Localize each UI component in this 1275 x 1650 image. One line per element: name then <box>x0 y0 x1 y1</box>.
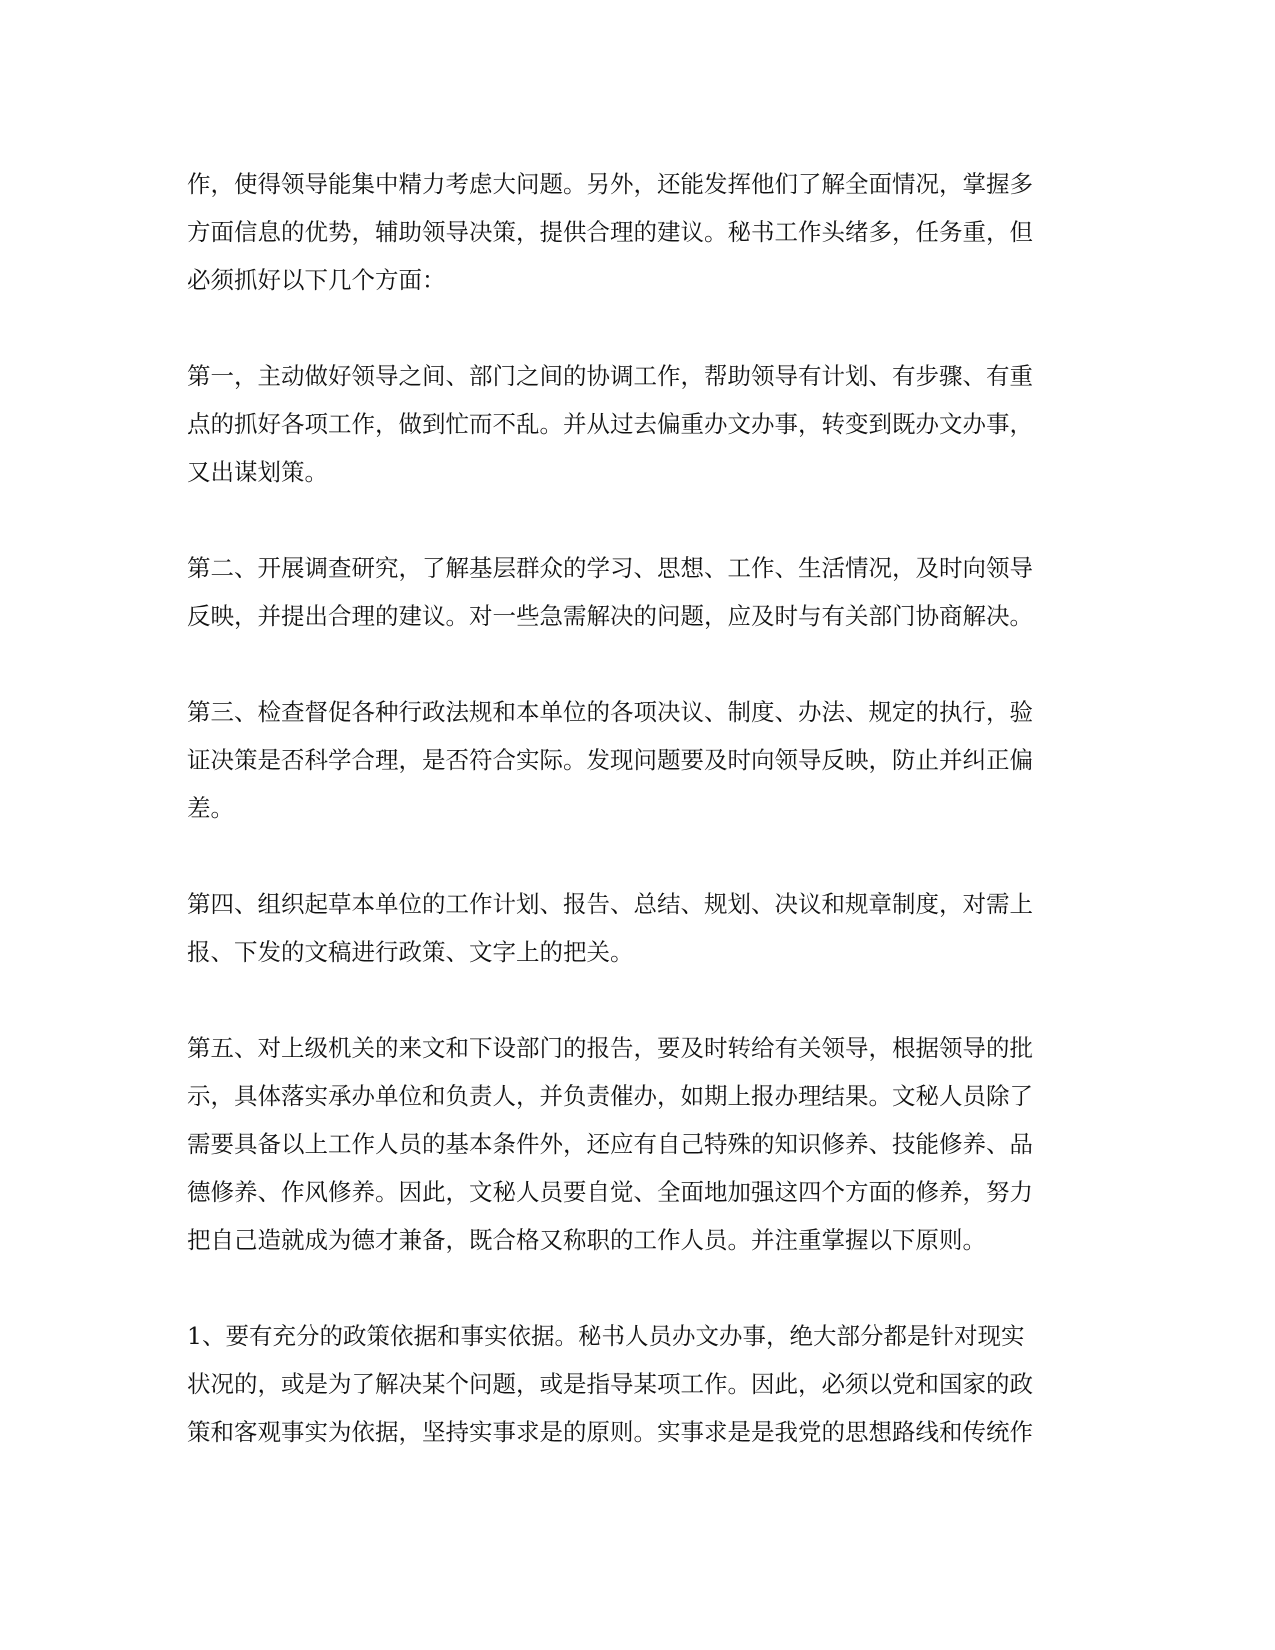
text-line: 1、要有充分的政策依据和事实依据。秘书人员办文办事，绝大部分都是针对现实 <box>187 1322 1025 1350</box>
text-line: 需要具备以上工作人员的基本条件外，还应有自己特殊的知识修养、技能修养、品 <box>187 1130 1033 1158</box>
text-line: 状况的，或是为了解决某个问题，或是指导某项工作。因此，必须以党和国家的政 <box>187 1370 1033 1398</box>
text-line: 差。 <box>187 794 234 822</box>
text-line: 德修养、作风修养。因此，文秘人员要自觉、全面地加强这四个方面的修养，努力 <box>187 1178 1033 1206</box>
paragraph-spacer <box>187 496 1087 544</box>
paragraph-spacer <box>187 832 1087 880</box>
paragraph-third <box>187 688 1087 832</box>
paragraph-spacer <box>187 304 1087 352</box>
text-line: 点的抓好各项工作，做到忙而不乱。并从过去偏重办文办事，转变到既办文办事， <box>187 410 1033 438</box>
text-line: 方面信息的优势，辅助领导决策，提供合理的建议。秘书工作头绪多，任务重，但 <box>187 218 1033 246</box>
text-line: 第三、检查督促各种行政法规和本单位的各项决议、制度、办法、规定的执行，验 <box>187 698 1033 726</box>
paragraph-fourth <box>187 880 1087 976</box>
text-line: 第四、组织起草本单位的工作计划、报告、总结、规划、决议和规章制度，对需上 <box>187 890 1033 918</box>
text-line: 必须抓好以下几个方面： <box>187 266 446 294</box>
paragraph-first <box>187 352 1087 496</box>
text-line: 示，具体落实承办单位和负责人，并负责催办，如期上报办理结果。文秘人员除了 <box>187 1082 1033 1110</box>
paragraph-fifth <box>187 1024 1087 1264</box>
paragraph-spacer <box>187 640 1087 688</box>
text-line: 第一，主动做好领导之间、部门之间的协调工作，帮助领导有计划、有步骤、有重 <box>187 362 1033 390</box>
text-line: 第五、对上级机关的来文和下设部门的报告，要及时转给有关领导，根据领导的批 <box>187 1034 1033 1062</box>
text-line: 报、下发的文稿进行政策、文字上的把关。 <box>187 938 634 966</box>
text-line: 策和客观事实为依据，坚持实事求是的原则。实事求是是我党的思想路线和传统作 <box>187 1418 1033 1446</box>
text-line: 第二、开展调查研究，了解基层群众的学习、思想、工作、生活情况，及时向领导 <box>187 554 1033 582</box>
document-body <box>187 160 1087 1456</box>
paragraph-principle-1 <box>187 1312 1087 1456</box>
paragraph-second <box>187 544 1087 640</box>
text-line: 证决策是否科学合理，是否符合实际。发现问题要及时向领导反映，防止并纠正偏 <box>187 746 1033 774</box>
text-line: 作，使得领导能集中精力考虑大问题。另外，还能发挥他们了解全面情况，掌握多 <box>187 170 1033 198</box>
text-line: 反映，并提出合理的建议。对一些急需解决的问题，应及时与有关部门协商解决。 <box>187 602 1033 630</box>
paragraph-spacer <box>187 976 1087 1024</box>
paragraph-intro <box>187 160 1087 304</box>
paragraph-spacer <box>187 1264 1087 1312</box>
text-line: 又出谋划策。 <box>187 458 328 486</box>
text-line: 把自己造就成为德才兼备，既合格又称职的工作人员。并注重掌握以下原则。 <box>187 1226 986 1254</box>
